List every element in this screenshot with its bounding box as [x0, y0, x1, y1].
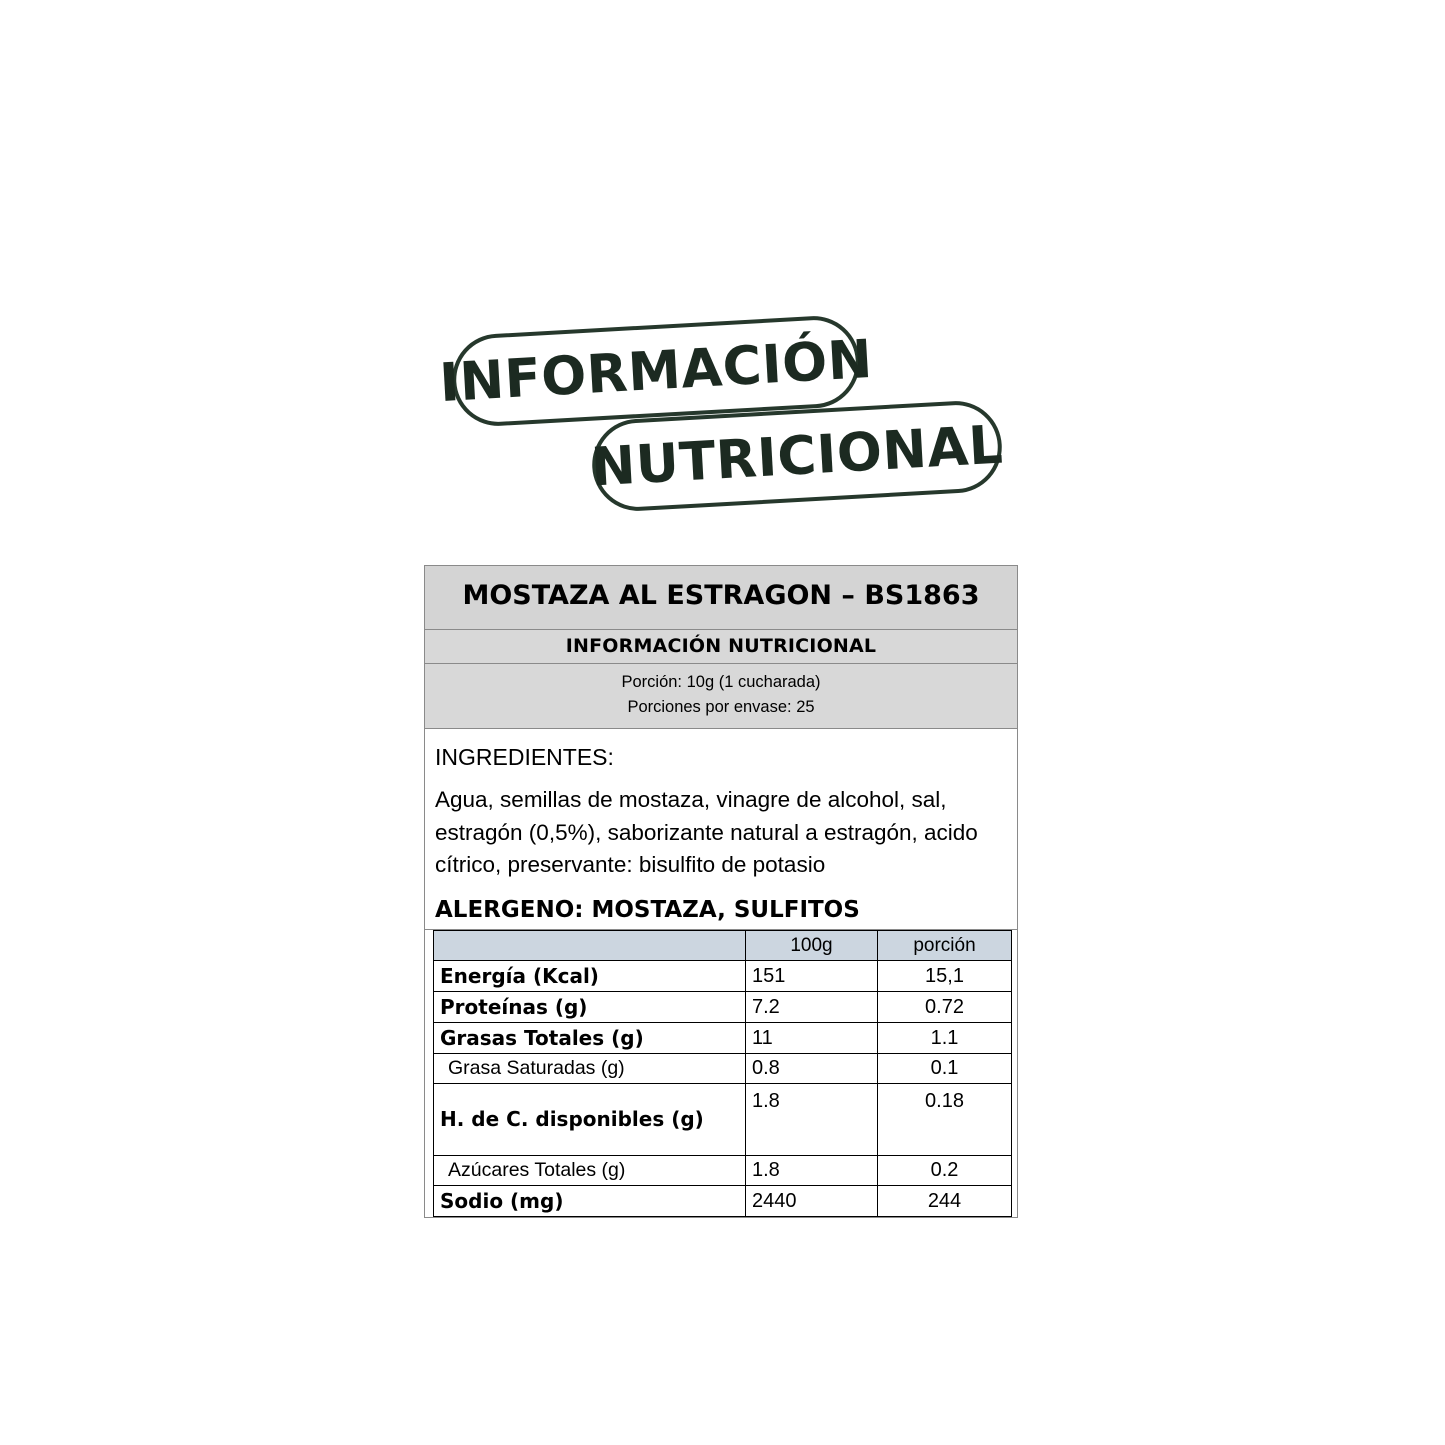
row-label-azucares-totales: Azúcares Totales (g) — [434, 1156, 746, 1186]
row-label-energia: Energía (Kcal) — [434, 961, 746, 992]
row-value-sodio-100g: 2440 — [746, 1186, 878, 1217]
row-label-grasa-saturadas: Grasa Saturadas (g) — [434, 1054, 746, 1084]
row-value-proteinas-100g: 7.2 — [746, 992, 878, 1023]
section-title-band — [425, 630, 1017, 664]
nutrition-panel — [424, 565, 1018, 1218]
row-value-hidratos-carbono-100g: 1.8 — [746, 1084, 878, 1156]
table-header-row — [434, 931, 1012, 961]
table-row — [434, 1084, 1012, 1156]
table-row — [434, 1054, 1012, 1084]
allergen-text: ALERGENO: MOSTAZA, SULFITOS — [425, 889, 1017, 930]
table-row — [434, 1186, 1012, 1217]
row-label-sodio: Sodio (mg) — [434, 1186, 746, 1217]
badge-nutricional-label: NUTRICIONAL — [589, 414, 1005, 498]
row-value-grasas-totales-100g: 11 — [746, 1023, 878, 1054]
row-value-hidratos-carbono-portion: 0.18 — [878, 1084, 1012, 1156]
row-label-proteinas: Proteínas (g) — [434, 992, 746, 1023]
portion-band — [425, 664, 1017, 730]
header-per-100g: 100g — [746, 931, 878, 961]
header-portion: porción — [878, 931, 1012, 961]
row-value-grasas-totales-portion: 1.1 — [878, 1023, 1012, 1054]
row-label-hidratos-carbono: H. de C. disponibles (g) — [434, 1084, 746, 1156]
ingredients-label: INGREDIENTES: — [435, 744, 614, 771]
header-blank — [434, 931, 746, 961]
badge-informacion-label: INFORMACIÓN — [437, 328, 875, 414]
row-value-azucares-totales-portion: 0.2 — [878, 1156, 1012, 1186]
ingredients-text: Agua, semillas de mostaza, vinagre de alcohol, sal, estragón (0,5%), saborizante natural a estragón, acido cítrico, preservante: bisulfito de potasio — [435, 786, 978, 878]
row-value-energia-portion: 15,1 — [878, 961, 1012, 992]
table-row — [434, 961, 1012, 992]
table-row — [434, 992, 1012, 1023]
nutrition-table — [433, 930, 1012, 1217]
row-value-grasa-saturadas-100g: 0.8 — [746, 1054, 878, 1084]
ingredients-block — [425, 729, 1017, 889]
section-title: INFORMACIÓN NUTRICIONAL — [565, 634, 877, 657]
row-label-grasas-totales: Grasas Totales (g) — [434, 1023, 746, 1054]
product-title: MOSTAZA AL ESTRAGON – BS1863 — [462, 580, 980, 611]
row-value-energia-100g: 151 — [746, 961, 878, 992]
row-value-sodio-portion: 244 — [878, 1186, 1012, 1217]
portions-per-package: Porciones por envase: 25 — [627, 697, 815, 716]
nutrition-panel-clip — [424, 565, 1018, 1233]
table-row — [434, 1023, 1012, 1054]
row-value-azucares-totales-100g: 1.8 — [746, 1156, 878, 1186]
row-value-proteinas-portion: 0.72 — [878, 992, 1012, 1023]
table-row — [434, 1156, 1012, 1186]
product-title-band — [425, 566, 1017, 630]
portion-size: Porción: 10g (1 cucharada) — [621, 672, 821, 691]
row-value-grasa-saturadas-portion: 0.1 — [878, 1054, 1012, 1084]
